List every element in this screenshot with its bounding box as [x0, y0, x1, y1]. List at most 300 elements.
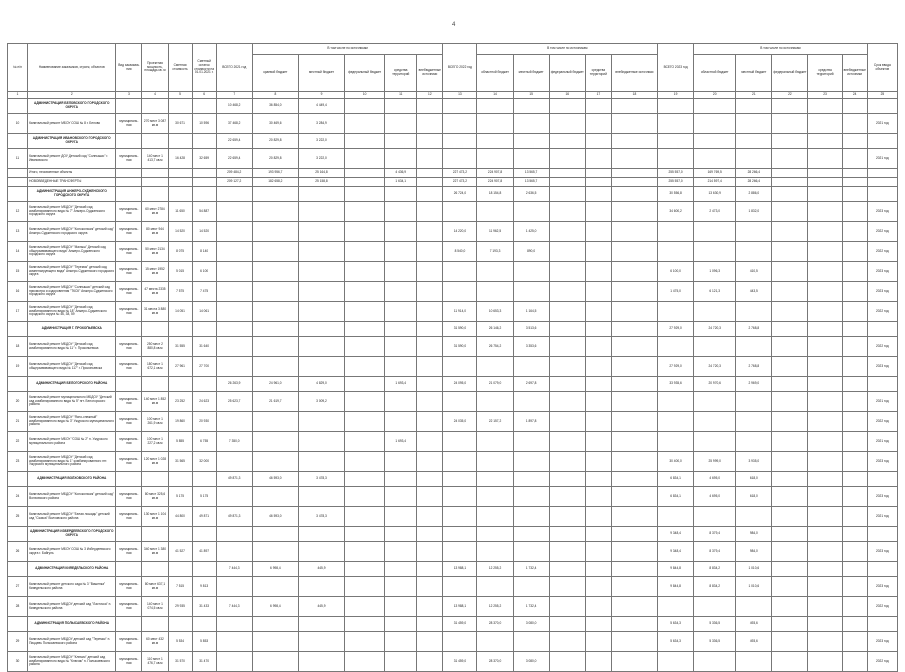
cell-kind: муниципаль- ная [116, 222, 142, 242]
cell-b2 [513, 472, 549, 487]
table-row [8, 507, 898, 527]
cell-c2: 2 886,0 [736, 187, 772, 202]
cell-c2 [736, 302, 772, 322]
cell-kind: муниципаль- ная [116, 632, 142, 652]
cell-cap: 110 мест 1 476,7 кв.м [142, 652, 168, 672]
cell-cost: 16 428 [168, 149, 192, 169]
cell-b3 [549, 169, 585, 178]
column-index-cell: 18 [611, 92, 657, 99]
cell-b3 [549, 412, 585, 432]
cell-cost: 8 075 [168, 242, 192, 262]
cell-a2 [298, 322, 344, 337]
cell-a4 [385, 452, 417, 472]
cell-b3 [549, 134, 585, 149]
cell-kind: муниципаль- ная [116, 202, 142, 222]
cell-b1: 26 146,2 [477, 322, 513, 337]
cell-t2 [443, 432, 477, 452]
cell-a1: 193 956,7 [252, 169, 298, 178]
cell-c3 [772, 507, 808, 527]
cell-b5 [611, 577, 657, 597]
cell-c5 [842, 282, 867, 302]
cell-b3 [549, 597, 585, 617]
group-sources-2023: В том числе по источникам [694, 44, 868, 55]
cell-c4 [808, 432, 842, 452]
cell-name: Капитальный ремонт МБОУ СОШ № 3 Избердеевского округа г. Байгуль [28, 542, 116, 562]
cell-a1: 21 619,7 [252, 392, 298, 412]
cell-c5 [842, 392, 867, 412]
cell-a4 [385, 412, 417, 432]
cell-c2 [736, 432, 772, 452]
cell-c1 [694, 114, 736, 134]
cell-c4 [808, 169, 842, 178]
cell-cap: 47 места 2335 кв.м [142, 282, 168, 302]
cell-cap: 340 мест 1 380 кв.м [142, 542, 168, 562]
cell-a2: 3 222,0 [298, 134, 344, 149]
cell-t3: 6 834,1 [658, 487, 694, 507]
cell-t3: 255 557,0 [658, 169, 694, 178]
cell-a4 [385, 134, 417, 149]
cell-cap [142, 178, 168, 187]
cell-c3 [772, 337, 808, 357]
cell-bal: 32 659 [192, 149, 216, 169]
cell-a3 [345, 134, 385, 149]
cell-c3 [772, 412, 808, 432]
cell-c3 [772, 562, 808, 577]
cell-b5 [611, 562, 657, 577]
cell-n: 18 [8, 337, 28, 357]
cell-a4 [385, 632, 417, 652]
cell-a5 [417, 114, 443, 134]
cell-b1 [477, 134, 513, 149]
cell-t3: 9 844,8 [658, 562, 694, 577]
cell-a3 [345, 242, 385, 262]
column-index-cell: 9 [298, 92, 344, 99]
cell-t1: 49 871,3 [216, 472, 252, 487]
cell-c5 [842, 452, 867, 472]
cell-t2: 14 220,0 [443, 222, 477, 242]
col-name: Наименование заказчиков, строек, объектов [28, 44, 116, 92]
cell-b2 [513, 134, 549, 149]
cell-n: 20 [8, 392, 28, 412]
cell-b2: 13 565,7 [513, 169, 549, 178]
cell-name: АДМИНИСТРАЦИЯ БЕЛОГОРСКОГО РАЙОНА [28, 377, 116, 392]
cell-c2: 493,6 [736, 632, 772, 652]
cell-cost: 5 855 [168, 432, 192, 452]
cell-c5 [842, 507, 867, 527]
cell-c4 [808, 337, 842, 357]
cell-t3 [658, 412, 694, 432]
cell-b4 [585, 169, 611, 178]
column-index-cell: 7 [216, 92, 252, 99]
cell-name: АДМИНИСТРАЦИЯ ПОЛЫСАЕВСКОГО РАЙОНА [28, 617, 116, 632]
cell-n: 24 [8, 487, 28, 507]
cell-b4 [585, 527, 611, 542]
cell-b2 [513, 577, 549, 597]
cell-t2: 24 035,0 [443, 412, 477, 432]
cell-a1 [252, 652, 298, 672]
cell-b5 [611, 392, 657, 412]
cell-a4 [385, 302, 417, 322]
cell-b1: 224 907,8 [477, 178, 513, 187]
cell-t1 [216, 242, 252, 262]
cell-cost [168, 134, 192, 149]
cell-t1 [216, 542, 252, 562]
cell-b4 [585, 432, 611, 452]
cell-a3 [345, 542, 385, 562]
cell-cost [168, 377, 192, 392]
cell-b2: 3 080,0 [513, 617, 549, 632]
table-row [8, 114, 898, 134]
cell-b5 [611, 527, 657, 542]
src-c-federal: федеральный бюджет [772, 55, 808, 92]
cell-t2: 24 095,0 [443, 377, 477, 392]
cell-cost: 5 175 [168, 487, 192, 507]
cell-a4: 1 693,4 [385, 377, 417, 392]
cell-b2 [513, 149, 549, 169]
cell-t1: 37 468,2 [216, 114, 252, 134]
cell-a1 [252, 577, 298, 597]
cell-cost: 41 527 [168, 542, 192, 562]
cell-c5 [842, 597, 867, 617]
cell-c1: 6 121,3 [694, 282, 736, 302]
cell-kind: муниципаль- ная [116, 392, 142, 412]
cell-cap [142, 169, 168, 178]
cell-b5 [611, 149, 657, 169]
cell-b4 [585, 472, 611, 487]
cell-c3 [772, 114, 808, 134]
cell-a5 [417, 262, 443, 282]
cell-c1: 2 473,0 [694, 202, 736, 222]
col-capacity: Проектная мощность, площадь кв. м [142, 44, 168, 92]
cell-c4 [808, 242, 842, 262]
cell-c5 [842, 178, 867, 187]
cell-a4 [385, 487, 417, 507]
cell-bal: 54 887 [192, 202, 216, 222]
cell-b3 [549, 432, 585, 452]
src-c-territory: средства территорий [808, 55, 842, 92]
cell-a2 [298, 337, 344, 357]
column-index-cell: 16 [549, 92, 585, 99]
cell-cap: 140 мест 1 852 кв.м [142, 392, 168, 412]
cell-n: 21 [8, 412, 28, 432]
cell-b3 [549, 452, 585, 472]
src-a-regional: краевой бюджет [252, 55, 298, 92]
src-a-federal: федеральный бюджет [345, 55, 385, 92]
cell-c2: 1 010,6 [736, 577, 772, 597]
cell-period: 2022 год [867, 242, 897, 262]
cell-b4 [585, 114, 611, 134]
cell-b4 [585, 134, 611, 149]
cell-t2: 31 590,0 [443, 337, 477, 357]
table-body [8, 92, 898, 672]
cell-kind: муниципаль- ная [116, 597, 142, 617]
cell-a1: 36 854,0 [252, 99, 298, 114]
cell-bal [192, 617, 216, 632]
cell-b5 [611, 432, 657, 452]
cell-b2 [513, 632, 549, 652]
cell-b4 [585, 282, 611, 302]
cell-cap: 50 мест 2134 кв.м [142, 242, 168, 262]
cell-kind [116, 322, 142, 337]
cell-cap: 130 мест 1 104 кв.м [142, 507, 168, 527]
cell-b4 [585, 99, 611, 114]
cell-a1 [252, 262, 298, 282]
cell-name: Капитальный ремонт МБОУ "СОШ № 2" п. Ужурского муниципального района [28, 432, 116, 452]
cell-name: АДМИНИСТРАЦИЯ ИЗБЕРДЕЕВСКОГО ГОРОДСКОГО ОКРУГА [28, 527, 116, 542]
cell-c2 [736, 392, 772, 412]
budget-table [7, 43, 898, 672]
cell-c1: 8 379,4 [694, 542, 736, 562]
cell-a2: 3 284,9 [298, 114, 344, 134]
cell-c2: 3 935,0 [736, 452, 772, 472]
cell-b5 [611, 242, 657, 262]
cell-a3 [345, 322, 385, 337]
cell-b2 [513, 452, 549, 472]
cell-b3 [549, 542, 585, 562]
cell-c1 [694, 507, 736, 527]
cell-b1: 11 962,5 [477, 222, 513, 242]
cell-b5 [611, 542, 657, 562]
cell-t1 [216, 202, 252, 222]
cell-b2 [513, 487, 549, 507]
cell-cap [142, 377, 168, 392]
cell-c5 [842, 487, 867, 507]
cell-t3: 9 348,4 [658, 542, 694, 562]
cell-b4 [585, 412, 611, 432]
cell-cap: 31 места 3 880 кв.м [142, 302, 168, 322]
cell-c3 [772, 432, 808, 452]
cell-a5 [417, 577, 443, 597]
cell-bal: 20 930 [192, 412, 216, 432]
cell-a1: 46 593,0 [252, 507, 298, 527]
cell-a2 [298, 542, 344, 562]
cell-b1 [477, 262, 513, 282]
cell-kind [116, 99, 142, 114]
cell-t3 [658, 222, 694, 242]
cell-a2 [298, 487, 344, 507]
cell-a2 [298, 577, 344, 597]
cell-bal: 5 853 [192, 632, 216, 652]
cell-c1: 5 336,5 [694, 632, 736, 652]
cell-c5 [842, 187, 867, 202]
cell-kind: муниципаль- ная [116, 652, 142, 672]
cell-c3 [772, 357, 808, 377]
cell-name: Капитальный ремонт МБДОУ "Детский сад комбинированного вида № 7" Анжеро-Судженского городского округа [28, 202, 116, 222]
cell-c4 [808, 487, 842, 507]
cell-a3 [345, 169, 385, 178]
cell-c1 [694, 652, 736, 672]
column-index-cell: 20 [694, 92, 736, 99]
cell-a1: 30 469,6 [252, 114, 298, 134]
column-index-cell: 4 [142, 92, 168, 99]
cell-a2 [298, 527, 344, 542]
cell-name: АДМИНИСТРАЦИЯ БЕЛОВСКОГО ГОРОДСКОГО ОКРУГА [28, 99, 116, 114]
cell-cost: 31 565 [168, 452, 192, 472]
cell-b4 [585, 542, 611, 562]
cell-cost: 5 015 [168, 262, 192, 282]
cell-name: Капитальный ремонт МБДОУ "Детский сад общеразвивающего вида № 117" г. Прокопьевска [28, 357, 116, 377]
cell-c2 [736, 337, 772, 357]
cell-b4 [585, 392, 611, 412]
cell-b3 [549, 337, 585, 357]
cell-bal [192, 472, 216, 487]
cell-c3 [772, 262, 808, 282]
cell-b2: 3 513,6 [513, 322, 549, 337]
cell-c3 [772, 472, 808, 487]
cell-a4 [385, 114, 417, 134]
cell-b1 [477, 527, 513, 542]
cell-a5 [417, 412, 443, 432]
cell-bal: 10 596 [192, 114, 216, 134]
cell-period: 2021 год [867, 149, 897, 169]
cell-name: Капитальный ремонт МБДОУ "Детский сад комбинированного вида № 18" Анжеро-Судженского городского округа № 46, 38, 59 [28, 302, 116, 322]
cell-a4 [385, 652, 417, 672]
cell-bal: 49 871 [192, 507, 216, 527]
cell-b2: 1 732,4 [513, 562, 549, 577]
cell-c5 [842, 542, 867, 562]
cell-c4 [808, 577, 842, 597]
cell-n: 12 [8, 202, 28, 222]
cell-a5 [417, 178, 443, 187]
cell-a2: 3 222,0 [298, 149, 344, 169]
cell-c2 [736, 149, 772, 169]
cell-c1: 4 695,0 [694, 487, 736, 507]
cell-c5 [842, 134, 867, 149]
cell-a2: 445,9 [298, 562, 344, 577]
cell-cap: 60 мест 2784 кв.м [142, 202, 168, 222]
cell-c4 [808, 562, 842, 577]
cell-cost [168, 617, 192, 632]
cell-b4 [585, 337, 611, 357]
cell-b3 [549, 322, 585, 337]
cell-a3 [345, 487, 385, 507]
cell-b2: 2 636,5 [513, 187, 549, 202]
cell-a4 [385, 577, 417, 597]
cell-period [867, 187, 897, 202]
cell-a3 [345, 527, 385, 542]
cell-c3 [772, 187, 808, 202]
table-row [8, 222, 898, 242]
cell-b3 [549, 187, 585, 202]
col-total-2023: ВСЕГО 2023 год [658, 44, 694, 92]
cell-a1: 20 829,8 [252, 134, 298, 149]
cell-c2 [736, 507, 772, 527]
cell-t2 [443, 357, 477, 377]
cell-a4 [385, 282, 417, 302]
cell-b4 [585, 357, 611, 377]
cell-c4 [808, 527, 842, 542]
cell-kind [116, 377, 142, 392]
cell-a5 [417, 357, 443, 377]
cell-b5 [611, 652, 657, 672]
table-row [8, 302, 898, 322]
cell-b4 [585, 242, 611, 262]
cell-t1: 10 468,2 [216, 99, 252, 114]
cell-kind: муниципаль- ная [116, 302, 142, 322]
cell-c2 [736, 242, 772, 262]
cell-n [8, 169, 28, 178]
cell-a3 [345, 472, 385, 487]
cell-a1 [252, 632, 298, 652]
cell-c3 [772, 652, 808, 672]
cell-n: 10 [8, 114, 28, 134]
cell-t2 [443, 452, 477, 472]
cell-c1 [694, 412, 736, 432]
cell-period: 2021 год [867, 114, 897, 134]
cell-b2 [513, 262, 549, 282]
cell-t3: 33 935,6 [658, 377, 694, 392]
cell-b5 [611, 282, 657, 302]
cell-b4 [585, 222, 611, 242]
cell-b2 [513, 357, 549, 377]
cell-b3 [549, 222, 585, 242]
cell-period: 2022 год [867, 337, 897, 357]
cell-a4 [385, 617, 417, 632]
cell-c5 [842, 169, 867, 178]
cell-b1 [477, 114, 513, 134]
cell-t1: 22 659,4 [216, 149, 252, 169]
cell-a5 [417, 99, 443, 114]
cell-a5 [417, 202, 443, 222]
cell-period [867, 99, 897, 114]
cell-c3 [772, 597, 808, 617]
cell-b3 [549, 357, 585, 377]
cell-period: 2023 год [867, 487, 897, 507]
cell-name: Капитальный ремонт МБДОУ детский сад "Ласточка" п. Кияедельского района [28, 597, 116, 617]
cell-b1: 28 370,0 [477, 652, 513, 672]
cell-t1 [216, 527, 252, 542]
cell-b2: 1 732,4 [513, 597, 549, 617]
cell-n: 16 [8, 282, 28, 302]
cell-c1 [694, 222, 736, 242]
cell-a5 [417, 337, 443, 357]
cell-kind [116, 169, 142, 178]
group-sources-2022: В том числе по источникам [477, 44, 658, 55]
col-cost: Сметная стоимость [168, 44, 192, 92]
cell-c3 [772, 134, 808, 149]
cell-t2: 11 914,0 [443, 302, 477, 322]
cell-b5 [611, 617, 657, 632]
cell-a3 [345, 282, 385, 302]
cell-c5 [842, 577, 867, 597]
cell-name: Капитальный ремонт МБДОУ "Ясно-снежный" комбинированного вида № 3" Ужурского муниципального района [28, 412, 116, 432]
cell-a3 [345, 652, 385, 672]
cell-b2: 3 080,0 [513, 652, 549, 672]
cell-c3 [772, 242, 808, 262]
cell-b5 [611, 597, 657, 617]
cell-n [8, 527, 28, 542]
column-index-cell: 24 [842, 92, 867, 99]
cell-a1 [252, 242, 298, 262]
cell-kind: муниципаль- ная [116, 577, 142, 597]
cell-t3: 255 557,0 [658, 178, 694, 187]
cell-b1: 224 907,8 [477, 169, 513, 178]
cell-name: Капитальный ремонт МБДОУ "Детский сад комбинированного вида № 1" комбинированного пгт. Ужурского муниципального района [28, 452, 116, 472]
cell-b4 [585, 262, 611, 282]
cell-b3 [549, 202, 585, 222]
cell-b2: 3 353,6 [513, 337, 549, 357]
cell-a4 [385, 357, 417, 377]
cell-b3 [549, 652, 585, 672]
cell-c4 [808, 632, 842, 652]
cell-t2 [443, 114, 477, 134]
cell-c1: 25 999,0 [694, 452, 736, 472]
cell-t1 [216, 222, 252, 242]
cell-period [867, 178, 897, 187]
cell-a2: 4 449,4 [298, 99, 344, 114]
cell-c5 [842, 322, 867, 337]
cell-t1: 25 623,7 [216, 392, 252, 412]
